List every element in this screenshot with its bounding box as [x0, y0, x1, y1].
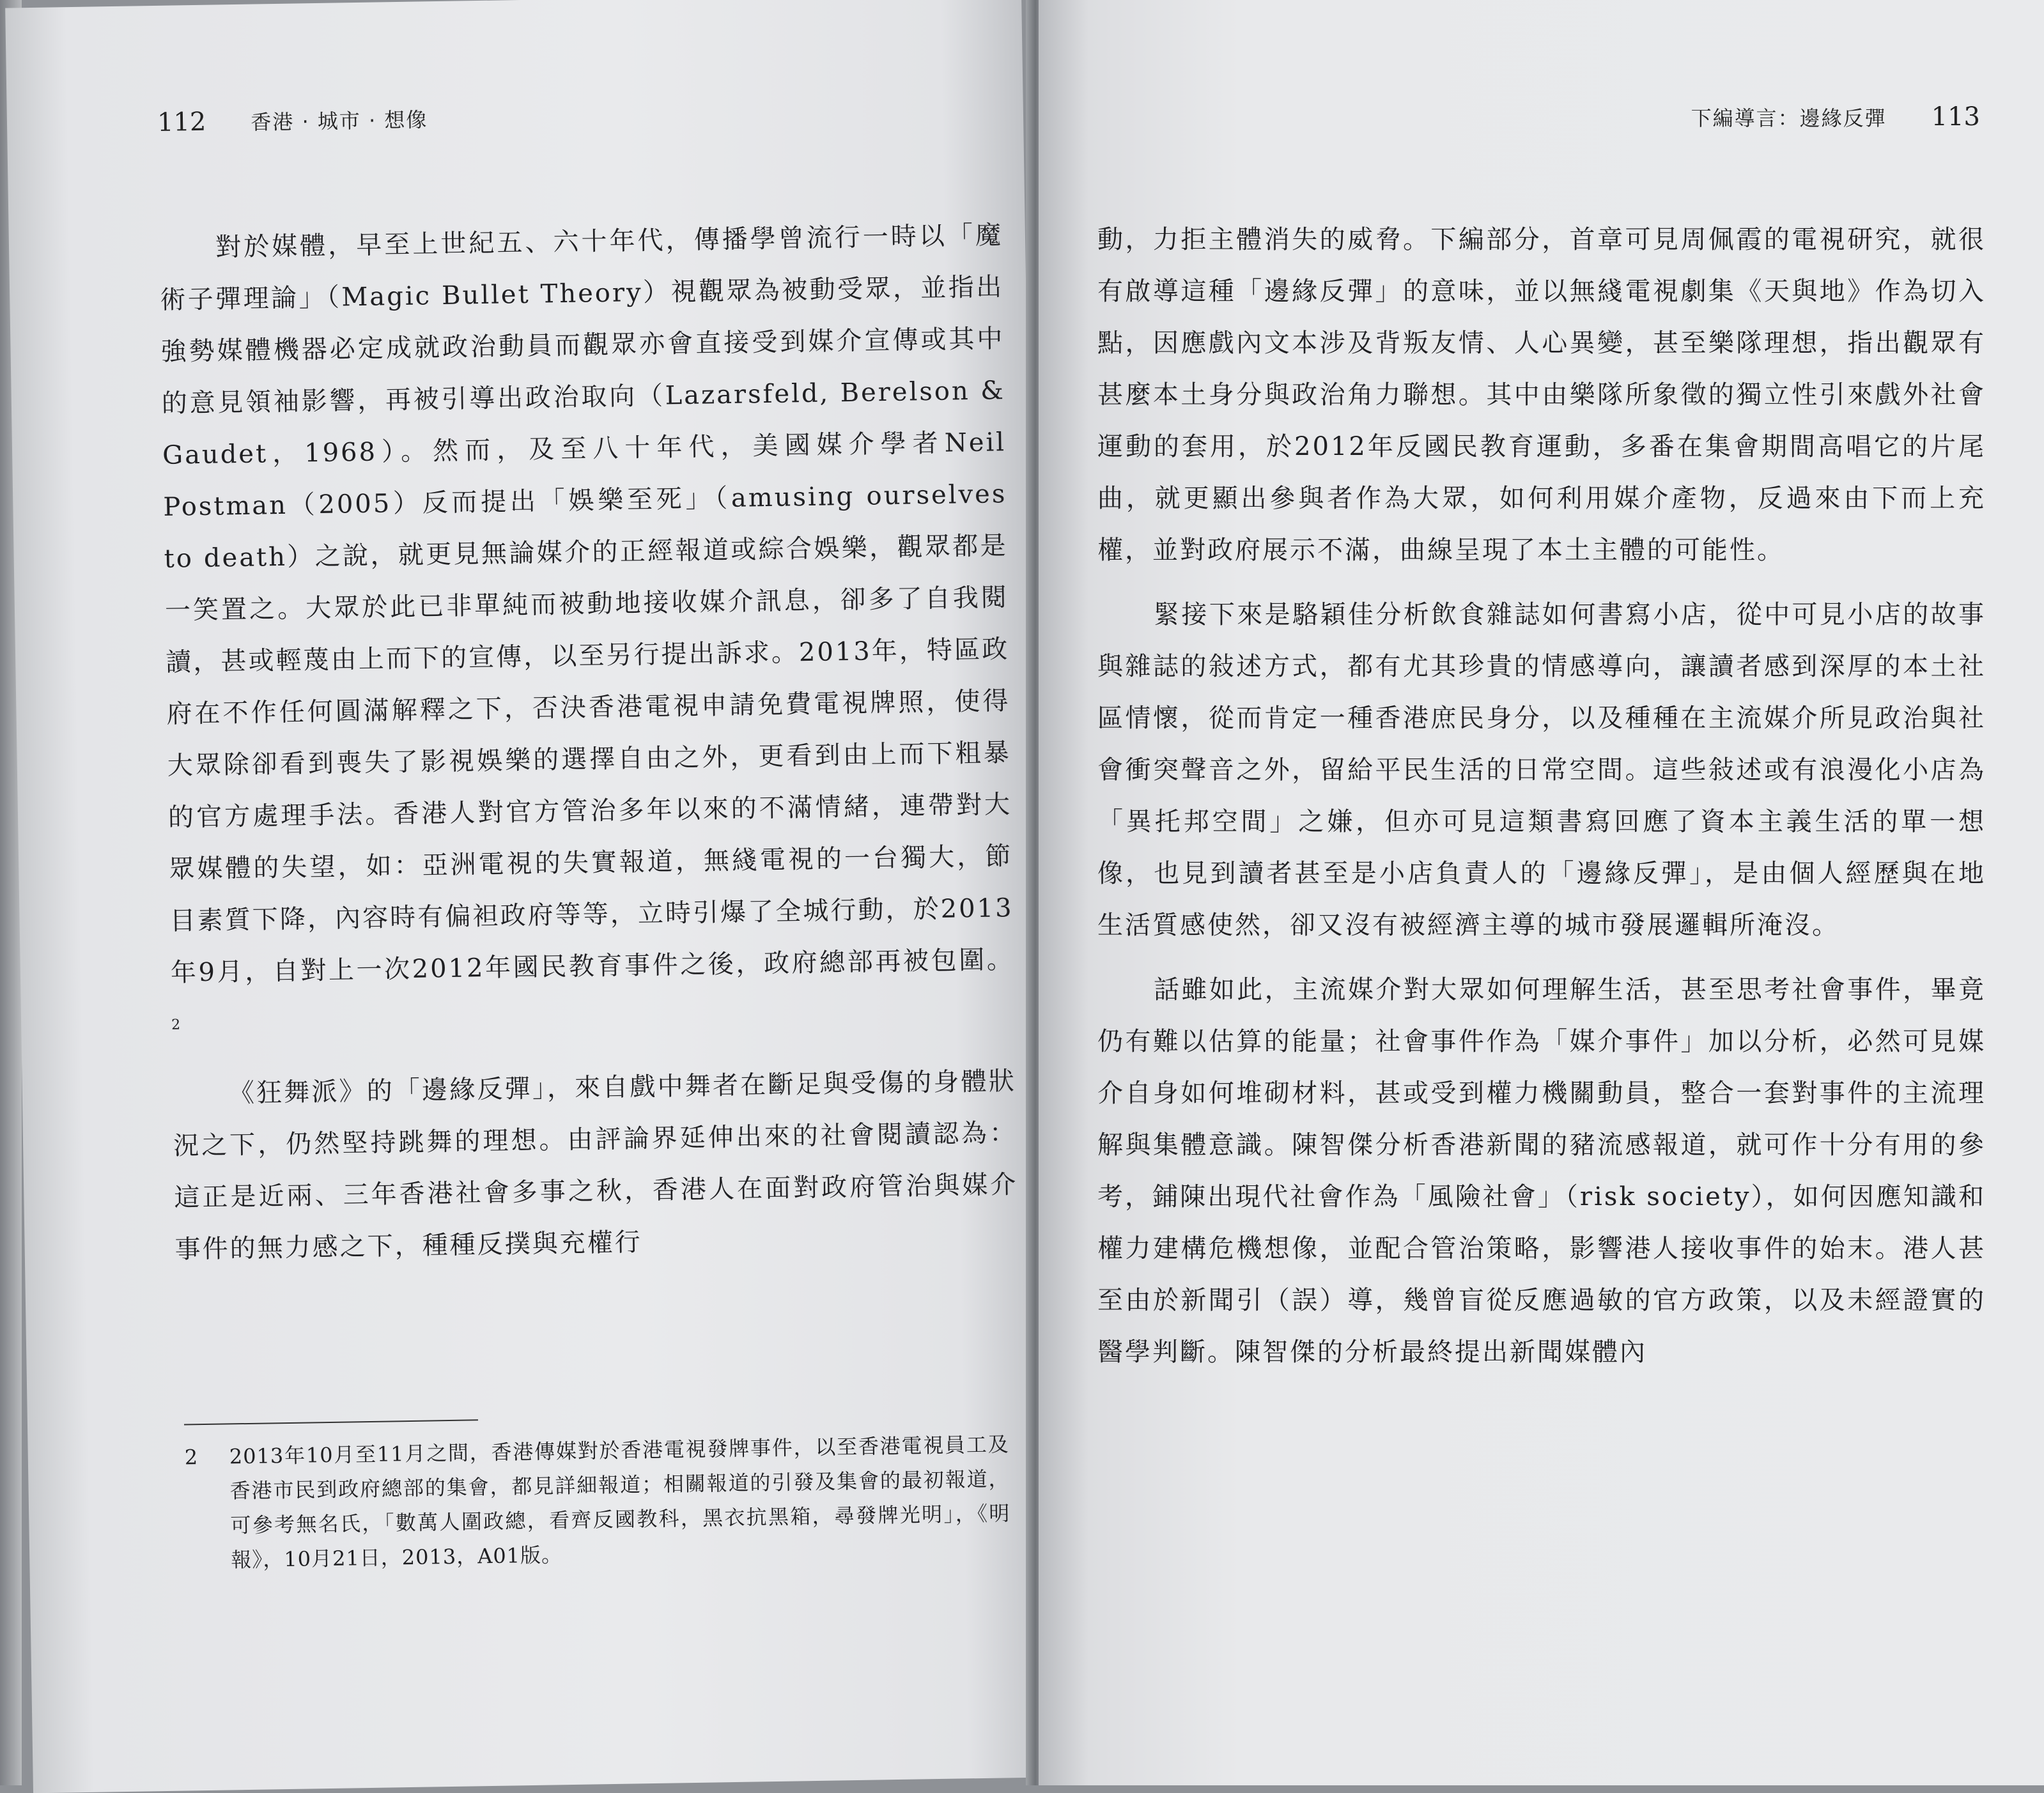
left-page [5, 0, 1049, 1793]
right-body-text [1097, 214, 1986, 1378]
right-paragraph-3: 話雖如此，主流媒介對大眾如何理解生活，甚至思考社會事件，畢竟仍有難以估算的能量；社會事件作為「媒介事件」加以分析，必然可見媒介自身如何堆砌材料，甚或受到權力機關動員，整合一套對事件的主流理解與集體意識。陳智傑分析香港新聞的豬流感報道，就可作十分有用的參考，鋪陳出現代社會作為「風險社會」（risk society），如何因應知識和權力建構危機想像，並配合管治策略，影響港人接收事件的始末。港人甚至由於新聞引（誤）導，幾曾盲從反應過敏的官方政策，以及未經證實的醫學判斷。陳智傑的分析最終提出新聞媒體內 [1097, 975, 1986, 1367]
right-running-title: 下編導言：邊緣反彈 [1691, 106, 1887, 130]
right-running-head [1691, 102, 1980, 132]
right-paragraph-2: 緊接下來是駱穎佳分析飲食雜誌如何書寫小店，從中可見小店的故事與雜誌的敍述方式，都有尤其珍貴的情感導向，讓讀者感到深厚的本土社區情懷，從而肯定一種香港庶民身分，以及種種在主流媒介所見政治與社會衝突聲音之外，留給平民生活的日常空間。這些敍述或有浪漫化小店為「異托邦空間」之嫌，但亦可見這類書寫回應了資本主義生活的單一想像，也見到讀者甚至是小店負責人的「邊緣反彈」，是由個人經歷與在地生活質感使然，卻又沒有被經濟主導的城市發展邏輯所淹沒。 [1097, 600, 1986, 940]
footnote-text: 2013年10月至11月之間，香港傳媒對於香港電視發牌事件，以至香港電視員工及香港市民到政府總部的集會，都見詳細報道；相關報道的引發及集會的最初報道，可參考無名氏，「數萬人圍政總，看齊反國教科，黑衣抗黑箱，尋發牌光明」，《明報》，10月21日，2013，A01版。 [229, 1432, 1010, 1573]
footnote-rule [184, 1419, 478, 1425]
footnote [184, 1427, 1010, 1578]
left-running-title: 香港 · 城市 · 想像 [251, 107, 428, 135]
left-paragraph-2: 《狂舞派》的「邊緣反彈」，來自戲中舞者在斷足與受傷的身體狀況之下，仍然堅持跳舞的理想。由評論界延伸出來的社會閱讀認為：這正是近兩、三年香港社會多事之秋，香港人在面對政府管治與媒介事件的無力感之下，種種反撲與充權行 [173, 1066, 1018, 1265]
left-running-head [157, 104, 428, 137]
left-body-text [159, 210, 1019, 1276]
right-page-number: 113 [1931, 102, 1980, 132]
footnote-reference: 2 [171, 1017, 183, 1033]
left-page-number: 112 [157, 107, 206, 137]
right-page [1039, 0, 2044, 1785]
right-paragraph-1: 動，力拒主體消失的威脅。下編部分，首章可見周佩霞的電視研究，就很有啟導這種「邊緣反彈」的意味，並以無綫電視劇集《天與地》作為切入點，因應戲內文本涉及背叛友情、人心異變，甚至樂隊理想，指出觀眾有甚麼本土身分與政治角力聯想。其中由樂隊所象徵的獨立性引來戲外社會運動的套用，於2012年反國民教育運動，多番在集會期間高唱它的片尾曲，就更顯出參與者作為大眾，如何利用媒介產物，反過來由下而上充權，並對政府展示不滿，曲線呈現了本土主體的可能性。 [1097, 225, 1986, 565]
left-paragraph-1: 對於媒體，早至上世紀五、六十年代，傳播學曾流行一時以「魔術子彈理論」（Magic Bullet Theory）視觀眾為被動受眾，並指出強勢媒體機器必定成就政治動員而觀眾亦會直接受到媒介宣傳或其中的意見領袖影響，再被引導出政治取向（Lazarsfeld, Berelson & Gaudet，1968）。然而，及至八十年代，美國媒介學者Neil Postman（2005）反而提出「娛樂至死」（amusing ourselves to death）之說，就更見無論媒介的正經報道或綜合娛樂，觀眾都是一笑置之。大眾於此已非單純而被動地接收媒介訊息，卻多了自我閱讀，甚或輕蔑由上而下的宣傳，以至另行提出訴求。2013年，特區政府在不作任何圓滿解釋之下，否決香港電視申請免費電視牌照，使得大眾除卻看到喪失了影視娛樂的選擇自由之外，更看到由上而下粗暴的官方處理手法。香港人對官方管治多年以來的不滿情緒，連帶對大眾媒體的失望，如：亞洲電視的失實報道，無綫電視的一台獨大，節目素質下降，內容時有偏袒政府等等，立時引爆了全城行動，於2013年9月，自對上一次2012年國民教育事件之後，政府總部再被包圍。$^2$ [160, 220, 1015, 1033]
footnote-number: 2 [184, 1445, 199, 1470]
